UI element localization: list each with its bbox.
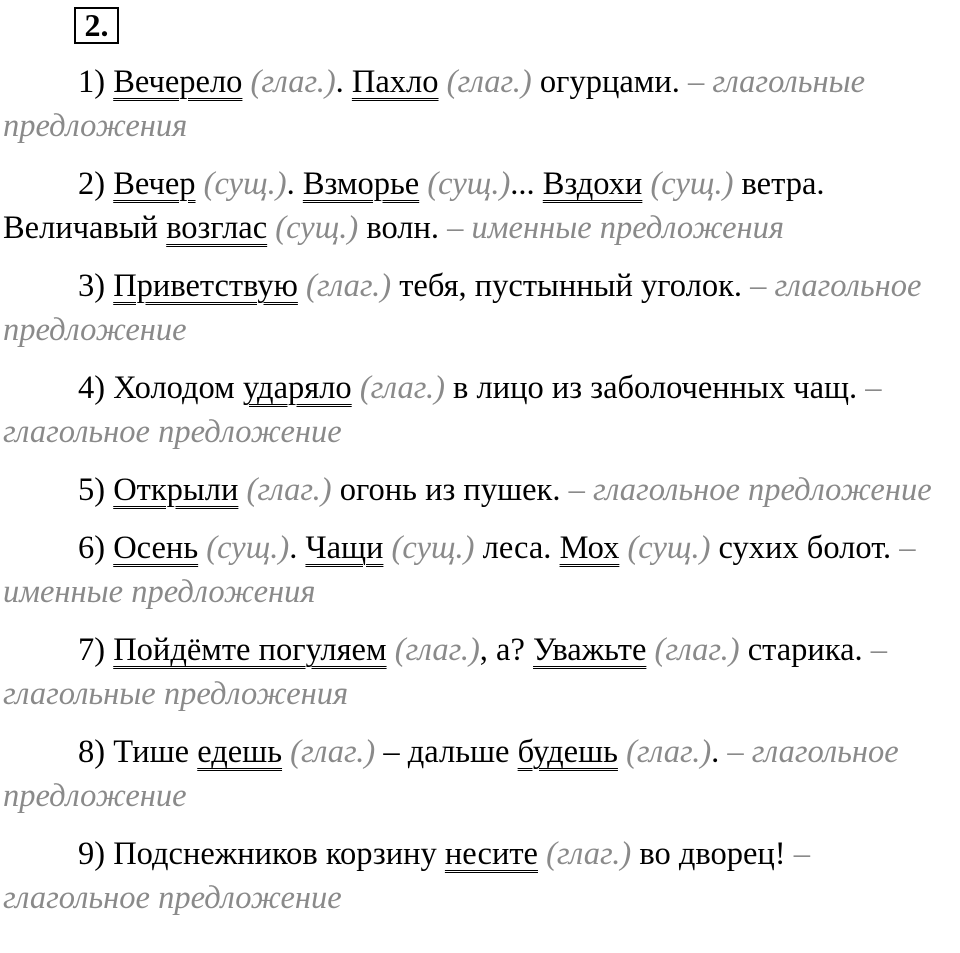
grammar-note: – глагольное предложение bbox=[3, 370, 882, 450]
exercise-number: 2. bbox=[74, 7, 119, 44]
grammar-note: (глаг.) bbox=[617, 734, 712, 770]
sentence-text: ... bbox=[510, 166, 543, 202]
sentence-text: старика. bbox=[739, 632, 871, 668]
sentence-text: волн. bbox=[358, 210, 448, 246]
sentence-text: во дворец! bbox=[631, 836, 794, 872]
grammar-note: (сущ.) bbox=[642, 166, 734, 202]
predicate-word: возглас bbox=[166, 210, 268, 246]
sentence-text: – дальше bbox=[375, 734, 518, 770]
predicate-word: Взморье bbox=[302, 166, 420, 202]
sentence-text: сухих болот. bbox=[710, 530, 900, 566]
sentence-item bbox=[3, 264, 958, 352]
sentence-item bbox=[3, 526, 958, 614]
sentence-text: тебя, пустынный уголок. bbox=[391, 268, 751, 304]
grammar-note: (глаг.) bbox=[238, 472, 332, 508]
predicate-word: Уважьте bbox=[533, 632, 647, 668]
grammar-note: – глагольное предложение bbox=[3, 734, 899, 814]
sentence-text: 8) Тише bbox=[78, 734, 198, 770]
sentence-text: , а? bbox=[479, 632, 534, 668]
sentence-text: 2) bbox=[78, 166, 114, 202]
predicate-word: Пойдёмте погуляем bbox=[113, 632, 387, 668]
sentence-text: 5) bbox=[78, 472, 114, 508]
grammar-note: (глаг.) bbox=[386, 632, 480, 668]
grammar-note: (глаг.) bbox=[297, 268, 392, 304]
sentence-text: огонь из пушек. bbox=[331, 472, 569, 508]
grammar-note: (сущ.) bbox=[195, 166, 287, 202]
predicate-word: будешь bbox=[517, 734, 618, 770]
grammar-note: (глаг.) bbox=[282, 734, 376, 770]
grammar-note: (сущ.) bbox=[267, 210, 359, 246]
sentence-text: огурцами. bbox=[531, 64, 688, 100]
grammar-note: (глаг.) bbox=[438, 64, 532, 100]
grammar-note: (сущ.) bbox=[419, 166, 511, 202]
predicate-word: Мох bbox=[559, 530, 620, 566]
sentence-item bbox=[3, 730, 958, 818]
sentence-list bbox=[3, 60, 958, 934]
sentence-text: 6) bbox=[78, 530, 114, 566]
grammar-note: (сущ.) bbox=[619, 530, 711, 566]
grammar-note: (глаг.) bbox=[537, 836, 632, 872]
grammar-note: (сущ.) bbox=[383, 530, 475, 566]
grammar-note: – глагольное предложение bbox=[568, 472, 932, 508]
sentence-text: . bbox=[335, 64, 352, 100]
grammar-note: – глагольные предложения bbox=[3, 632, 888, 712]
predicate-word: Открыли bbox=[113, 472, 239, 508]
predicate-word: Осень bbox=[113, 530, 199, 566]
sentence-text: 4) Холодом bbox=[78, 370, 243, 406]
grammar-note: (сущ.) bbox=[198, 530, 290, 566]
predicate-word: Вечер bbox=[113, 166, 196, 202]
grammar-note: (глаг.) bbox=[351, 370, 445, 406]
predicate-word: Пахло bbox=[351, 64, 439, 100]
sentence-item bbox=[3, 832, 958, 920]
predicate-word: Приветствую bbox=[113, 268, 298, 304]
sentence-item bbox=[3, 366, 958, 454]
predicate-word: Чащи bbox=[305, 530, 384, 566]
sentence-text: леса. bbox=[474, 530, 560, 566]
grammar-note: – глагольное предложение bbox=[3, 268, 922, 348]
sentence-text: . bbox=[711, 734, 728, 770]
sentence-item bbox=[3, 468, 958, 512]
sentence-text: 1) bbox=[78, 64, 114, 100]
sentence-item bbox=[3, 628, 958, 716]
sentence-text: 7) bbox=[78, 632, 114, 668]
grammar-note: – именные предложения bbox=[3, 530, 916, 610]
sentence-text: 9) Подснежников корзину bbox=[78, 836, 445, 872]
grammar-note: – именные предложения bbox=[447, 210, 785, 246]
predicate-word: Вздохи bbox=[542, 166, 643, 202]
sentence-text: 3) bbox=[78, 268, 114, 304]
predicate-word: едешь bbox=[197, 734, 283, 770]
sentence-text: ветра. Величавый bbox=[3, 166, 825, 246]
predicate-word: несите bbox=[444, 836, 538, 872]
sentence-text: . bbox=[289, 530, 306, 566]
grammar-note: – глагольное предложение bbox=[3, 836, 811, 916]
predicate-word: Вечерело bbox=[113, 64, 243, 100]
sentence-text: в лицо из заболоченных чащ. bbox=[444, 370, 866, 406]
sentence-item bbox=[3, 60, 958, 148]
grammar-note: (глаг.) bbox=[646, 632, 740, 668]
sentence-text: . bbox=[286, 166, 303, 202]
sentence-item bbox=[3, 162, 958, 250]
grammar-note: – глагольные предложения bbox=[3, 64, 866, 144]
grammar-note: (глаг.) bbox=[242, 64, 336, 100]
predicate-word: ударяло bbox=[242, 370, 352, 406]
